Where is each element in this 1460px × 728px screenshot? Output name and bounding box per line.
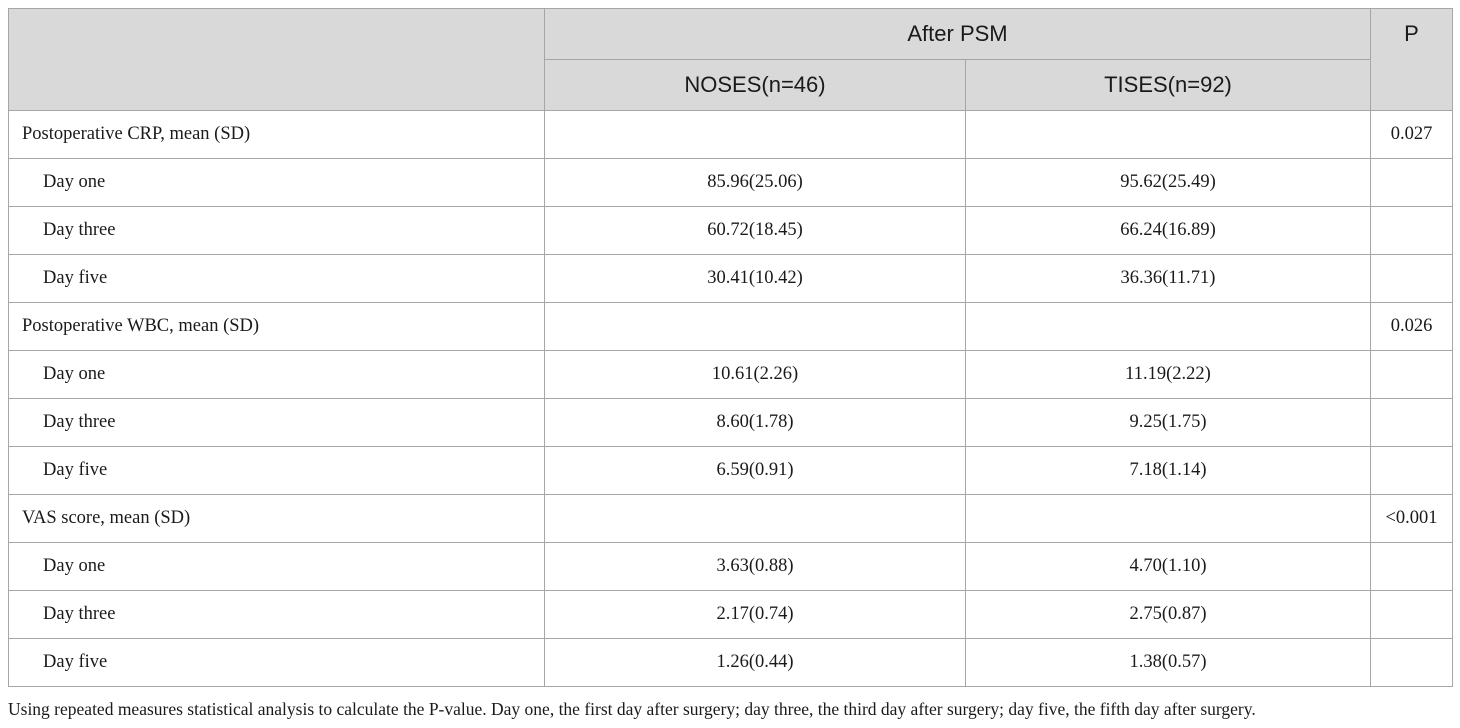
row-label: Postoperative CRP, mean (SD)	[9, 111, 545, 159]
p-value: 0.027	[1371, 111, 1453, 159]
row-label: VAS score, mean (SD)	[9, 495, 545, 543]
noses-value: 10.61(2.26)	[545, 351, 966, 399]
table-row	[9, 447, 1453, 495]
header-row-group	[9, 9, 1453, 60]
table-row	[9, 495, 1453, 543]
table-row	[9, 639, 1453, 687]
p-value	[1371, 543, 1453, 591]
p-value	[1371, 255, 1453, 303]
table-footnote: Using repeated measures statistical analysis to calculate the P-value. Day one, the first day after surgery; day three, the third day after surgery; day five, the fifth day after surgery.	[8, 699, 1256, 719]
results-table	[8, 8, 1453, 687]
p-value	[1371, 159, 1453, 207]
table-row	[9, 543, 1453, 591]
tises-value: 7.18(1.14)	[966, 447, 1371, 495]
row-label: Day one	[9, 543, 545, 591]
p-value	[1371, 207, 1453, 255]
row-label: Postoperative WBC, mean (SD)	[9, 303, 545, 351]
noses-value: 6.59(0.91)	[545, 447, 966, 495]
row-label: Day one	[9, 159, 545, 207]
header-blank-cell	[9, 9, 545, 111]
table-row	[9, 591, 1453, 639]
row-label: Day five	[9, 639, 545, 687]
noses-value	[545, 111, 966, 159]
noses-value: 30.41(10.42)	[545, 255, 966, 303]
row-label: Day five	[9, 447, 545, 495]
table-row	[9, 255, 1453, 303]
results-table-container	[8, 8, 1452, 687]
noses-value	[545, 303, 966, 351]
noses-value: 60.72(18.45)	[545, 207, 966, 255]
noses-value	[545, 495, 966, 543]
row-label: Day three	[9, 591, 545, 639]
header-noses: NOSES(n=46)	[545, 60, 966, 111]
tises-value: 9.25(1.75)	[966, 399, 1371, 447]
tises-value: 1.38(0.57)	[966, 639, 1371, 687]
table-body	[9, 111, 1453, 687]
noses-value: 1.26(0.44)	[545, 639, 966, 687]
p-value: 0.026	[1371, 303, 1453, 351]
table-row	[9, 399, 1453, 447]
p-value	[1371, 351, 1453, 399]
tises-value: 2.75(0.87)	[966, 591, 1371, 639]
table-row	[9, 111, 1453, 159]
p-value	[1371, 639, 1453, 687]
p-value	[1371, 447, 1453, 495]
tises-value: 95.62(25.49)	[966, 159, 1371, 207]
tises-value: 11.19(2.22)	[966, 351, 1371, 399]
tises-value: 4.70(1.10)	[966, 543, 1371, 591]
p-value	[1371, 591, 1453, 639]
noses-value: 3.63(0.88)	[545, 543, 966, 591]
table-row	[9, 159, 1453, 207]
header-after-psm: After PSM	[545, 9, 1371, 60]
noses-value: 8.60(1.78)	[545, 399, 966, 447]
row-label: Day three	[9, 399, 545, 447]
p-value: <0.001	[1371, 495, 1453, 543]
tises-value	[966, 303, 1371, 351]
tises-value: 66.24(16.89)	[966, 207, 1371, 255]
header-p: P	[1371, 9, 1453, 111]
tises-value	[966, 111, 1371, 159]
tises-value: 36.36(11.71)	[966, 255, 1371, 303]
noses-value: 2.17(0.74)	[545, 591, 966, 639]
header-tises: TISES(n=92)	[966, 60, 1371, 111]
row-label: Day three	[9, 207, 545, 255]
p-value	[1371, 399, 1453, 447]
row-label: Day five	[9, 255, 545, 303]
tises-value	[966, 495, 1371, 543]
noses-value: 85.96(25.06)	[545, 159, 966, 207]
table-row	[9, 303, 1453, 351]
row-label: Day one	[9, 351, 545, 399]
table-row	[9, 351, 1453, 399]
table-row	[9, 207, 1453, 255]
